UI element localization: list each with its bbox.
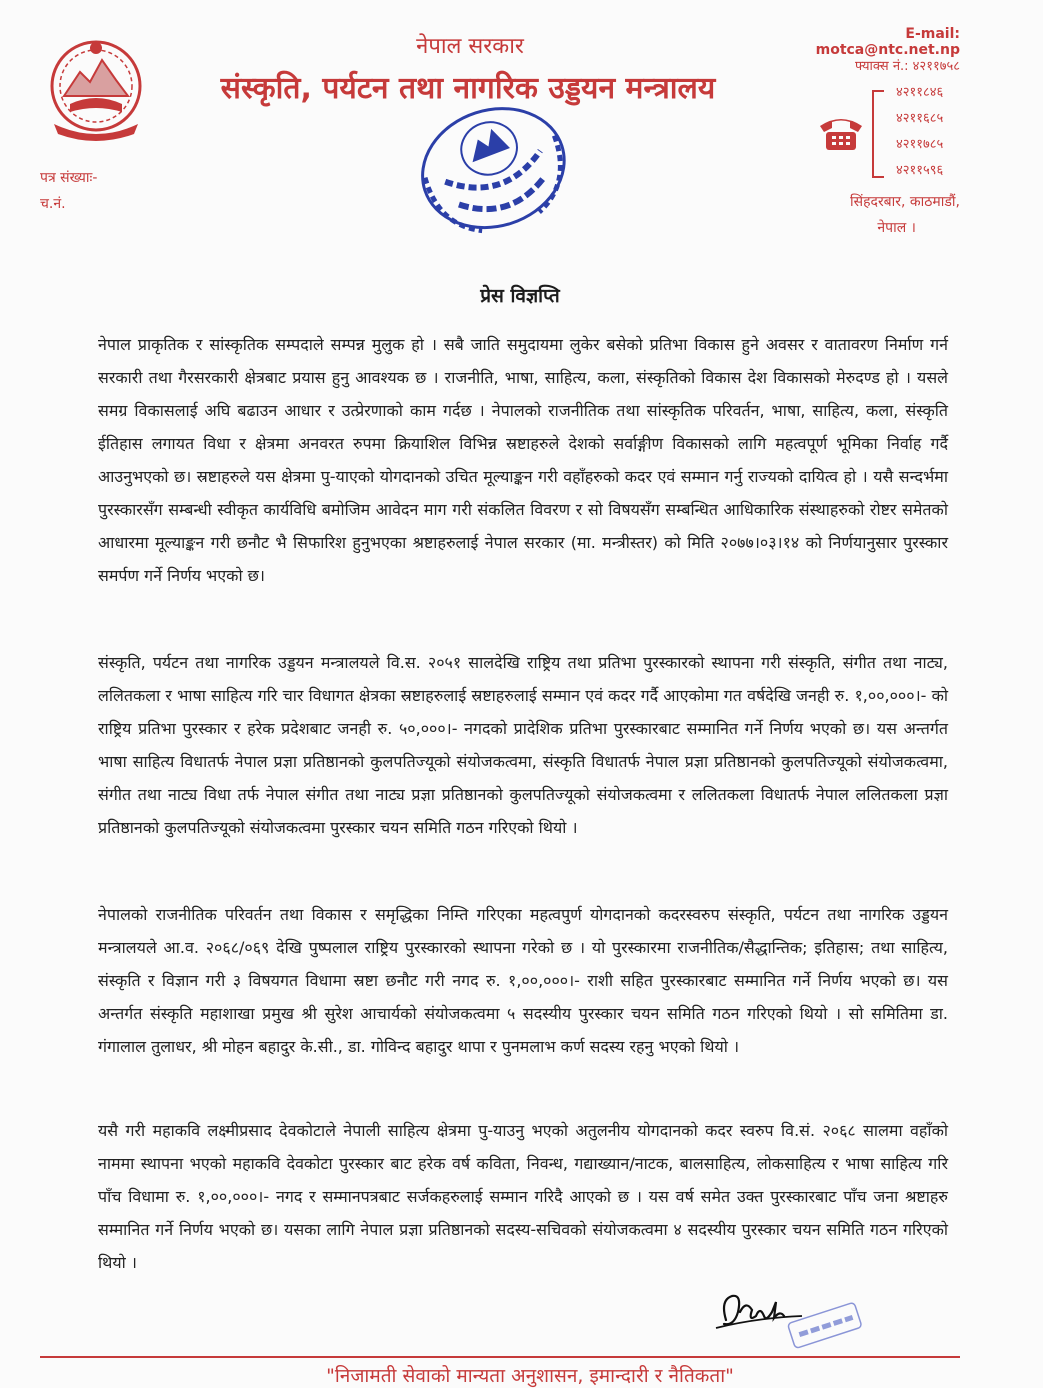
- body-paragraph: यसै गरी महाकवि लक्ष्मीप्रसाद देवकोटाले नेपाली साहित्य क्षेत्रमा पु-याउनु भएको अतुलनीय योगदानको कदर स्वरुप वि.सं. २०६८ सालमा वहाँको नाममा स्थापना भएको महाकवि देवकोटा पुरस्कार बाट हरेक वर्ष कविता, निवन्ध, गद्याख्यान/नाटक, बालसाहित्य, लोकसाहित्य र भाषा साहित्य गरि पाँच विधामा रु. १,००,०००।- नगद र सम्मानपत्रबाट सर्जकहरुलाई सम्मान गरिदै आएको छ । यस वर्ष समेत उक्त पुरस्कारबाट पाँच जना श्रष्टाहरु सम्मानित गर्ने निर्णय भएको छ। यसका लागि नेपाल प्रज्ञा प्रतिष्ठानको सदस्य-सचिवको संयोजकत्वमा ४ सदस्यीय पुरस्कार चयन समिति गठन गरिएको थियो ।: [98, 1121, 948, 1272]
- ministry-name: संस्कृति, पर्यटन तथा नागरिक उड्डयन मन्त्रालय: [220, 71, 716, 106]
- nepal-emblem-icon: [40, 34, 152, 144]
- body-paragraph: संस्कृति, पर्यटन तथा नागरिक उड्डयन मन्त्रालयले वि.स. २०५१ सालदेखि राष्ट्रिय तथा प्रतिभा पुरस्कारको स्थापना गरी संस्कृति, संगीत तथा नाट्य, ललितकला र भाषा साहित्य गरि चार विधागत क्षेत्रका स्रष्टाहरुलाई स्रष्टाहरुलाई सम्मान एवं कदर गर्दै आएकोमा गत वर्षदेखि जनही रु. १,००,०००।- को राष्ट्रिय प्रतिभा पुरस्कार र हरेक प्रदेशबाट जनही रु. ५०,०००।- नगदको प्रादेशिक प्रतिभा पुरस्कारबाट सम्मानित गर्ने निर्णय भएको छ। यस अन्तर्गत भाषा साहित्य विधातर्फ नेपाल प्रज्ञा प्रतिष्ठानको कुलपतिज्यूको संयोजकत्वमा, संस्कृति विधातर्फ नेपाल प्रज्ञा प्रतिष्ठानको कुलपतिज्यूको संयोजकत्वमा, संगीत तथा नाट्य विधा तर्फ नेपाल संगीत तथा नाट्य प्रज्ञा प्रतिष्ठानको कुलपतिज्यूको संयोजकत्वमा र ललितकला विधातर्फ नेपाल ललितकला प्रज्ञा प्रतिष्ठानको कुलपतिज्यूको संयोजकत्वमा पुरस्कार चयन समिति गठन गरिएको थियो ।: [98, 653, 948, 837]
- phone-number: ४२११६८५: [896, 111, 944, 126]
- phone-number: ४२११८४६: [896, 85, 944, 100]
- phone-tick: [872, 176, 884, 178]
- phone-number: ४२११७८५: [896, 137, 944, 152]
- signature-icon: [706, 1282, 866, 1352]
- footer-motto: "निजामती सेवाको मान्यता अनुशासन, इमान्दारी र नैतिकता": [326, 1365, 734, 1387]
- letter-reference-number: पत्र संख्याः-: [40, 170, 98, 186]
- dispatch-number: च.नं.: [40, 196, 66, 212]
- address-line-2: नेपाल ।: [877, 220, 916, 236]
- telephone-icon: [816, 112, 866, 152]
- footer-divider: [40, 1356, 960, 1358]
- email-address: E-mail: motca@ntc.net.np: [815, 26, 960, 58]
- press-release-title: प्रेस विज्ञप्ति: [480, 285, 560, 307]
- phone-number: ४२११५९६: [896, 163, 944, 178]
- body-paragraph: नेपाल प्राकृतिक र सांस्कृतिक सम्पदाले सम्पन्न मुलुक हो । सबै जाति समुदायमा लुकेर बसेको प्रतिभा विकास हुने अवसर र वातावरण निर्माण गर्न सरकारी तथा गैरसरकारी क्षेत्रबाट प्रयास हुनु आवश्यक छ । राजनीति, भाषा, साहित्य, कला, संस्कृतिको विकास देश विकासको मेरुदण्ड हो । यसले समग्र विकासलाई अघि बढाउन आधार र उत्प्रेरणाको काम गर्दछ । नेपालको राजनीतिक तथा सांस्कृतिक परिवर्तन, भाषा, साहित्य, कला, संस्कृति ईतिहास लगायत विधा र क्षेत्रमा अनवरत रुपमा क्रियाशिल विभिन्न स्रष्टाहरुले देशको सर्वाङ्गीण विकासको लागि महत्वपूर्ण भूमिका निर्वाह गर्दै आउनुभएको छ। स्रष्टाहरुले यस क्षेत्रमा पु-याएको योगदानको उचित मूल्याङ्कन गरी वहाँहरुको कदर एवं सम्मान गर्नु राज्यको दायित्व हो । यसै सन्दर्भमा पुरस्कारसँग सम्बन्धी स्वीकृत कार्यविधि बमोजिम आवेदन माग गरी संकलित विवरण र सो विषयसँग सम्बन्धित आधिकारिक संस्थाहरुको रोष्टर समेतको आधारमा मूल्याङ्कन गरी छनौट भै सिफारिश हुनुभएका श्रष्टाहरुलाई नेपाल सरकार (मा. मन्त्रीस्तर) को मिति २०७७।०३।१४ को निर्णयानुसार पुरस्कार समर्पण गर्ने निर्णय भएको छ।: [98, 335, 948, 585]
- body-paragraph: नेपालको राजनीतिक परिवर्तन तथा विकास र समृद्धिका निम्ति गरिएका महत्वपुर्ण योगदानको कदरस्वरुप संस्कृति, पर्यटन तथा नागरिक उड्डयन मन्त्रालयले आ.व. २०६८/०६९ देखि पुष्पलाल राष्ट्रिय पुरस्कारको स्थापना गरेको छ । यो पुरस्कारमा राजनीतिक/सैद्धान्तिक; इतिहास; तथा साहित्य, संस्कृति र विज्ञान गरी ३ विषयगत विधामा स्रष्टा छनौट गरी नगद रु. १,००,०००।- राशी सहित पुरस्कारबाट सम्मानित गर्ने निर्णय भएको छ। यस अन्तर्गत संस्कृति महाशाखा प्रमुख श्री सुरेश आचार्यको संयोजकत्वमा ५ सदस्यीय पुरस्कार चयन समिति गठन गरिएको थियो । सो समितिमा डा. गंगालाल तुलाधर, श्री मोहन बहादुर के.सी., डा. गोविन्द बहादुर थापा र पुनमलाभ कर्ण सदस्य रहनु भएको थियो ।: [98, 905, 948, 1056]
- ministry-stamp-icon: [404, 96, 584, 244]
- fax-number: फ्याक्स नं.: ४२११७५८: [854, 59, 960, 74]
- address-line-1: सिंहदरबार, काठमाडौं,: [849, 194, 960, 210]
- government-name: नेपाल सरकार: [416, 34, 524, 59]
- phone-numbers: [872, 82, 968, 184]
- phone-tick: [872, 90, 884, 92]
- phone-bracket: [872, 90, 884, 178]
